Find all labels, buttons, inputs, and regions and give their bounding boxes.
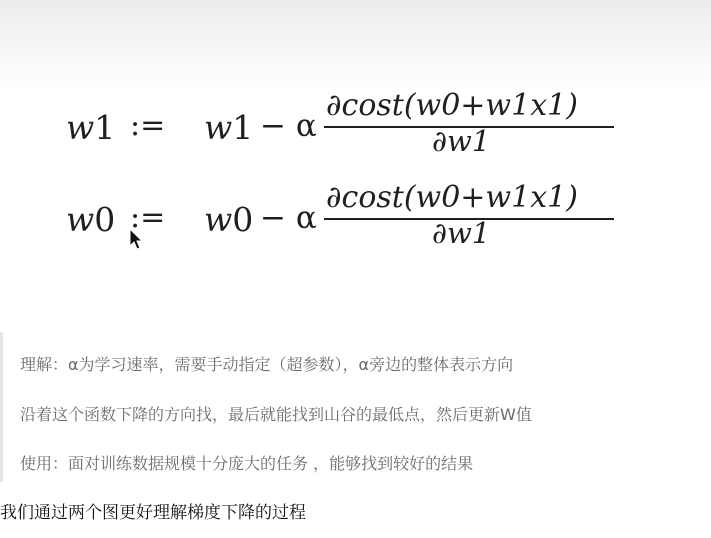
quote-bar <box>0 332 3 482</box>
fraction-numerator: ∂cost(w0+w1x1) <box>326 180 578 215</box>
caption-text: 我们通过两个图更好理解梯度下降的过程 <box>0 503 306 523</box>
note-usage: 使用：面对训练数据规模十分庞大的任务 ，能够找到较好的结果 <box>20 454 474 473</box>
assign-operator: := <box>130 108 166 143</box>
minus-alpha: − α <box>260 200 317 236</box>
formula-rhs-term: w0 <box>204 200 254 239</box>
note-direction: 沿着这个函数下降的方向找，最后就能找到山谷的最低点，然后更新W值 <box>20 405 532 424</box>
notes-block <box>0 332 620 482</box>
fraction-denominator: ∂w1 <box>432 124 491 158</box>
formula-w1-update <box>60 88 680 158</box>
minus-alpha: − α <box>260 108 317 144</box>
formula-lhs: w1 <box>66 108 116 147</box>
fraction-numerator: ∂cost(w0+w1x1) <box>326 88 578 123</box>
fraction-denominator: ∂w1 <box>432 216 491 250</box>
formula-rhs-term: w1 <box>204 108 254 147</box>
formula-w0-update <box>60 180 680 250</box>
gradient-fraction <box>324 180 616 250</box>
mouse-pointer-icon <box>129 228 143 250</box>
assign-operator: := <box>130 200 166 235</box>
gradient-fraction <box>324 88 616 158</box>
note-understanding: 理解：α为学习速率，需要手动指定（超参数），α旁边的整体表示方向 <box>20 355 514 374</box>
formula-lhs: w0 <box>66 200 116 239</box>
